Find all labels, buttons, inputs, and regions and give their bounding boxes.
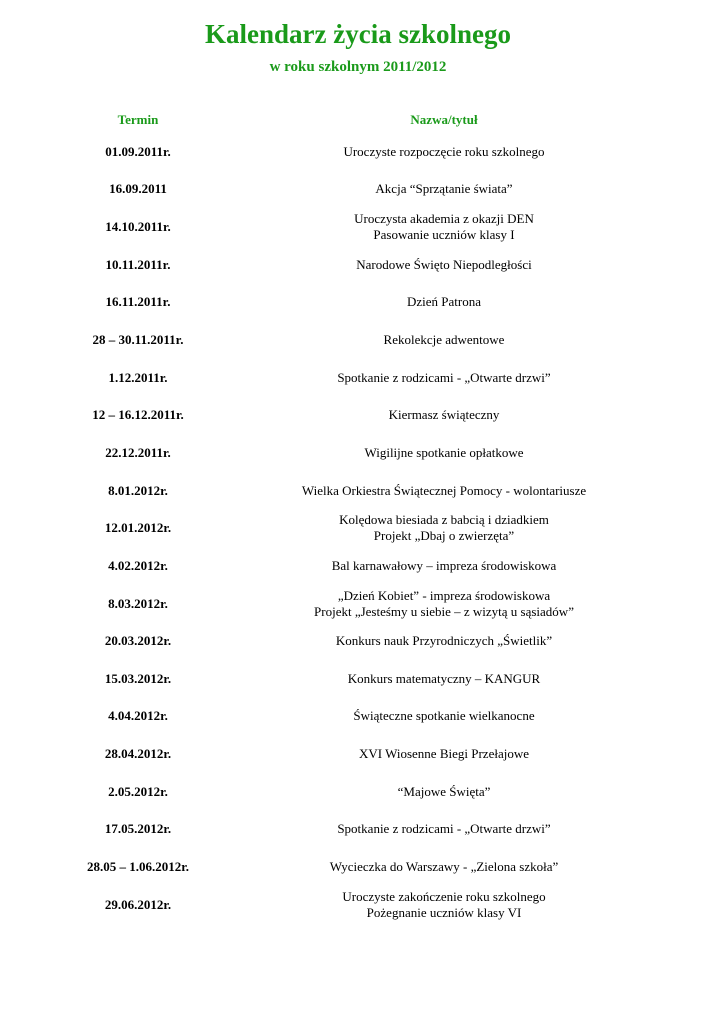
table-row — [60, 396, 672, 434]
event-name — [216, 445, 672, 461]
table-row — [60, 171, 672, 209]
event-date: 28 – 30.11.2011r. — [92, 332, 184, 348]
event-name-line: Projekt „Jesteśmy u siebie – z wizytą u sąsiadów” — [314, 603, 574, 619]
event-name — [216, 671, 672, 687]
table-row — [60, 284, 672, 322]
column-header-term: Termin — [117, 112, 159, 127]
event-name — [216, 633, 672, 649]
table-row — [60, 773, 672, 811]
event-date: 20.03.2012r. — [104, 633, 172, 649]
event-name-line: XVI Wiosenne Biegi Przełajowe — [359, 746, 529, 762]
event-name-line: Świąteczne spotkanie wielkanocne — [353, 708, 535, 724]
event-name — [216, 558, 672, 574]
event-name-line: Akcja “Sprzątanie świata” — [375, 181, 513, 197]
event-date: 01.09.2011r. — [105, 143, 171, 159]
event-name — [216, 332, 672, 348]
event-name-line: Kiermasz świąteczny — [388, 407, 500, 423]
event-name-line: Spotkanie z rodzicami - „Otwarte drzwi” — [337, 369, 551, 385]
event-date: 8.01.2012r. — [108, 482, 168, 498]
event-name — [216, 144, 672, 160]
events-table — [60, 133, 672, 923]
table-row — [60, 698, 672, 736]
event-name — [216, 708, 672, 724]
column-header-name: Nazwa/tytuł — [410, 112, 478, 127]
event-name-line: Wigilijne spotkanie opłatkowe — [364, 444, 524, 460]
event-date: 16.11.2011r. — [105, 294, 171, 310]
event-name — [216, 294, 672, 310]
event-date: 12 – 16.12.2011r. — [92, 407, 184, 423]
event-date: 29.06.2012r. — [104, 896, 172, 912]
event-name — [216, 211, 672, 243]
event-name-line: Dzień Patrona — [406, 294, 481, 310]
event-name-line: Narodowe Święto Niepodległości — [356, 256, 532, 272]
event-date: 1.12.2011r. — [108, 369, 168, 385]
event-name — [216, 512, 672, 544]
event-name-line: Bal karnawałowy – impreza środowiskowa — [331, 557, 557, 573]
event-name — [216, 257, 672, 273]
table-row — [60, 585, 672, 623]
table-row — [60, 208, 672, 246]
event-name-line: Pasowanie uczniów klasy I — [373, 227, 515, 243]
event-name — [216, 784, 672, 800]
event-date: 22.12.2011r. — [105, 444, 171, 460]
event-date: 28.04.2012r. — [104, 746, 172, 762]
table-row — [60, 509, 672, 547]
event-date: 4.02.2012r. — [108, 557, 168, 573]
table-row — [60, 472, 672, 510]
page-subtitle: w roku szkolnym 2011/2012 — [269, 59, 447, 75]
event-date: 2.05.2012r. — [108, 783, 168, 799]
event-date: 12.01.2012r. — [104, 520, 172, 536]
event-date: 16.09.2011 — [109, 181, 167, 197]
event-date: 8.03.2012r. — [108, 595, 168, 611]
event-name-line: Pożegnanie uczniów klasy VI — [366, 904, 522, 920]
event-name-line: Uroczysta akademia z okazji DEN — [354, 211, 534, 227]
table-row — [60, 434, 672, 472]
event-name-line: Rekolekcje adwentowe — [383, 332, 505, 348]
event-date: 17.05.2012r. — [104, 821, 172, 837]
event-name — [216, 370, 672, 386]
table-row — [60, 321, 672, 359]
event-date: 10.11.2011r. — [105, 256, 171, 272]
event-name — [216, 746, 672, 762]
table-row — [60, 246, 672, 284]
table-row — [60, 660, 672, 698]
event-date: 28.05 – 1.06.2012r. — [86, 858, 190, 874]
event-name — [216, 889, 672, 921]
event-name-line: Uroczyste zakończenie roku szkolnego — [342, 888, 546, 904]
table-row — [60, 547, 672, 585]
event-name-line: Projekt „Dbaj o zwierzęta” — [373, 528, 515, 544]
event-name — [216, 821, 672, 837]
page-title: Kalendarz życia szkolnego — [205, 19, 511, 49]
event-name — [216, 181, 672, 197]
event-name-line: „Dzień Kobiet” - impreza środowiskowa — [337, 587, 551, 603]
event-name — [216, 859, 672, 875]
table-row — [60, 359, 672, 397]
event-name-line: Wycieczka do Warszawy - „Zielona szkoła” — [329, 858, 559, 874]
event-name — [216, 483, 672, 499]
event-date: 14.10.2011r. — [105, 219, 171, 235]
table-row — [60, 886, 672, 924]
event-name — [216, 407, 672, 423]
table-row — [60, 848, 672, 886]
event-name-line: Uroczyste rozpoczęcie roku szkolnego — [343, 143, 545, 159]
event-name-line: “Majowe Święta” — [397, 783, 491, 799]
table-row — [60, 735, 672, 773]
event-name-line: Konkurs nauk Przyrodniczych „Świetlik” — [335, 633, 553, 649]
table-row — [60, 622, 672, 660]
event-name-line: Konkurs matematyczny – KANGUR — [347, 670, 541, 686]
event-name-line: Kolędowa biesiada z babcią i dziadkiem — [339, 512, 549, 528]
event-date: 15.03.2012r. — [104, 670, 172, 686]
event-name-line: Spotkanie z rodzicami - „Otwarte drzwi” — [337, 821, 551, 837]
event-name-line: Wielka Orkiestra Świątecznej Pomocy - wolontariusze — [301, 482, 587, 498]
table-row — [60, 811, 672, 849]
table-row — [60, 133, 672, 171]
event-date: 4.04.2012r. — [108, 708, 168, 724]
event-name — [216, 588, 672, 620]
